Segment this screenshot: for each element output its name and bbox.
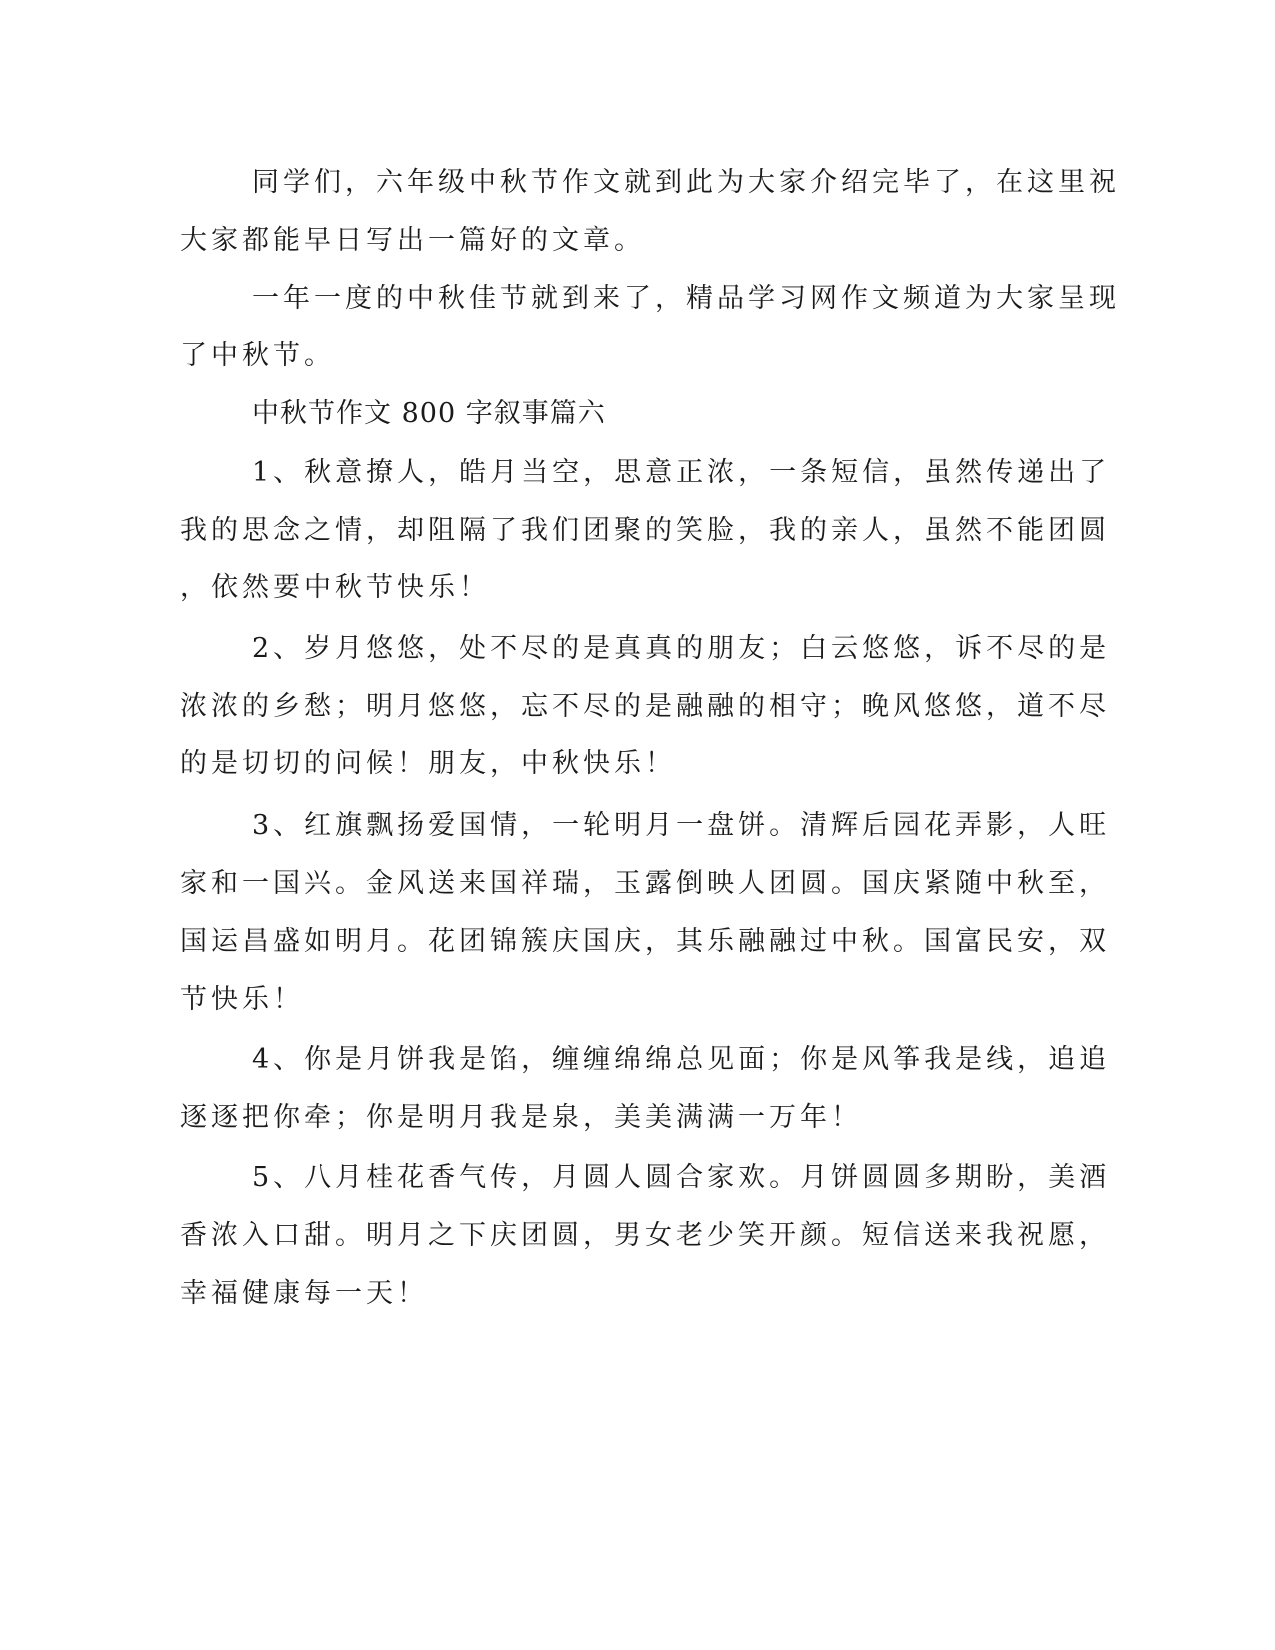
text-line: 国运昌盛如明月。花团锦簇庆国庆，其乐融融过中秋。国富民安，双 [180,926,1110,957]
text-line: 我的思念之情，却阻隔了我们团聚的笑脸，我的亲人，虽然不能团圆 [180,515,1110,546]
text-line: 逐逐把你牵；你是明月我是泉，美美满满一万年！ [180,1102,862,1133]
text-line: 节快乐！ [180,984,304,1015]
text-line: 2、岁月悠悠，处不尽的是真真的朋友；白云悠悠，诉不尽的是 [252,633,1111,664]
text-line: 的是切切的问候！朋友，中秋快乐！ [180,748,676,779]
text-line: 家和一国兴。金风送来国祥瑞，玉露倒映人团圆。国庆紧随中秋至， [180,868,1110,899]
text-line: 大家都能早日写出一篇好的文章。 [180,225,645,256]
text-line: 4、你是月饼我是馅，缠缠绵绵总见面；你是风筝我是线，追追 [252,1044,1111,1075]
text-line: 同学们，六年级中秋节作文就到此为大家介绍完毕了，在这里祝 [252,167,1120,198]
text-line: 1、秋意撩人，皓月当空，思意正浓，一条短信，虽然传递出了 [252,457,1111,488]
text-line: 一年一度的中秋佳节就到来了，精品学习网作文频道为大家呈现 [252,283,1120,314]
text-line: 3、红旗飘扬爱国情，一轮明月一盘饼。清辉后园花弄影，人旺 [252,810,1111,841]
text-line: 了中秋节。 [180,340,335,371]
text-line: 浓浓的乡愁；明月悠悠，忘不尽的是融融的相守；晚风悠悠，道不尽 [180,691,1110,722]
section-heading: 中秋节作文 800 字叙事篇六 [252,398,606,429]
text-line: ，依然要中秋节快乐！ [180,572,490,603]
text-line: 香浓入口甜。明月之下庆团圆，男女老少笑开颜。短信送来我祝愿， [180,1220,1110,1251]
text-line: 幸福健康每一天！ [180,1278,428,1309]
text-line: 5、八月桂花香气传，月圆人圆合家欢。月饼圆圆多期盼，美酒 [252,1162,1111,1193]
